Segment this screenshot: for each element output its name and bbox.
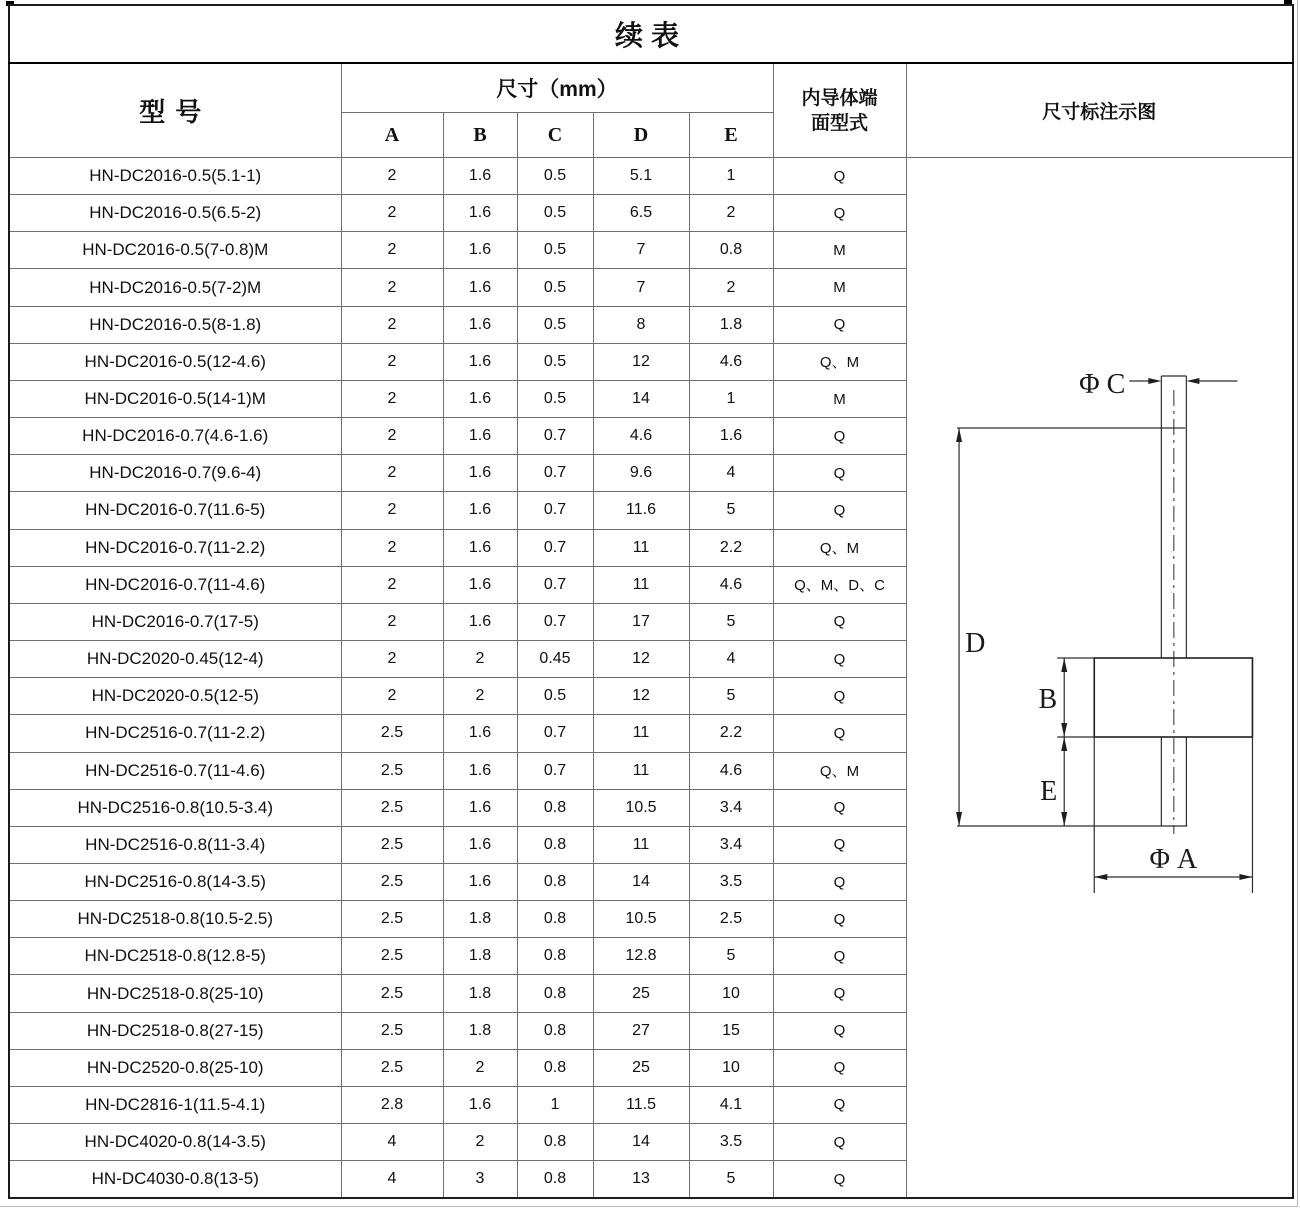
cell-a: 2 xyxy=(341,269,443,306)
cell-b: 1.8 xyxy=(443,938,517,975)
cell-e: 0.8 xyxy=(689,232,773,269)
cell-d: 11.5 xyxy=(593,1086,689,1123)
cell-e: 15 xyxy=(689,1012,773,1049)
cell-a: 2 xyxy=(341,232,443,269)
e-label: E xyxy=(1039,776,1057,807)
cell-model: HN-DC2020-0.45(12-4) xyxy=(9,641,341,678)
cell-model: HN-DC2520-0.8(25-10) xyxy=(9,1049,341,1086)
cell-face: Q xyxy=(773,1161,906,1198)
cell-d: 13 xyxy=(593,1161,689,1198)
cell-model: HN-DC2016-0.5(6.5-2) xyxy=(9,195,341,232)
cell-e: 3.5 xyxy=(689,1124,773,1161)
cell-a: 2 xyxy=(341,529,443,566)
b-arrow-top xyxy=(1061,658,1067,672)
cell-a: 2 xyxy=(341,343,443,380)
col-header-model: 型号 xyxy=(9,63,341,158)
cell-face: Q xyxy=(773,789,906,826)
body-rectangle xyxy=(1094,658,1252,737)
cell-b: 1.6 xyxy=(443,752,517,789)
cell-e: 2.2 xyxy=(689,715,773,752)
cell-a: 2 xyxy=(341,603,443,640)
b-label: B xyxy=(1038,684,1057,715)
cell-b: 1.6 xyxy=(443,269,517,306)
cell-e: 1.8 xyxy=(689,306,773,343)
cell-model: HN-DC2016-0.7(9.6-4) xyxy=(9,455,341,492)
cell-c: 0.5 xyxy=(517,306,593,343)
phi-a-label: Φ A xyxy=(1148,844,1197,875)
cell-c: 0.8 xyxy=(517,826,593,863)
cell-face: Q xyxy=(773,158,906,195)
cell-face: Q xyxy=(773,306,906,343)
cell-d: 14 xyxy=(593,863,689,900)
cell-model: HN-DC2516-0.7(11-2.2) xyxy=(9,715,341,752)
cell-d: 14 xyxy=(593,1124,689,1161)
cell-model: HN-DC2016-0.7(11.6-5) xyxy=(9,492,341,529)
cell-face: Q xyxy=(773,1086,906,1123)
cell-d: 17 xyxy=(593,603,689,640)
cell-d: 5.1 xyxy=(593,158,689,195)
cell-a: 2.5 xyxy=(341,789,443,826)
cell-model: HN-DC2016-0.5(7-0.8)M xyxy=(9,232,341,269)
cell-face: Q xyxy=(773,678,906,715)
cell-model: HN-DC2518-0.8(27-15) xyxy=(9,1012,341,1049)
cell-e: 5 xyxy=(689,603,773,640)
cell-model: HN-DC2816-1(11.5-4.1) xyxy=(9,1086,341,1123)
d-arrow-top xyxy=(956,428,962,442)
cell-model: HN-DC2016-0.5(12-4.6) xyxy=(9,343,341,380)
cell-model: HN-DC2518-0.8(12.8-5) xyxy=(9,938,341,975)
cell-b: 1.8 xyxy=(443,975,517,1012)
col-header-conductor-line1: 内导体端 xyxy=(801,87,878,109)
cell-model: HN-DC2016-0.7(17-5) xyxy=(9,603,341,640)
cell-e: 3.5 xyxy=(689,863,773,900)
cell-face: M xyxy=(773,232,906,269)
cell-b: 1.6 xyxy=(443,380,517,417)
cell-face: Q、M xyxy=(773,752,906,789)
cell-a: 2 xyxy=(341,195,443,232)
cell-c: 0.5 xyxy=(517,678,593,715)
cell-b: 2 xyxy=(443,1124,517,1161)
cell-d: 4.6 xyxy=(593,418,689,455)
cell-c: 0.5 xyxy=(517,158,593,195)
cell-e: 1 xyxy=(689,380,773,417)
cell-b: 1.6 xyxy=(443,566,517,603)
cell-c: 0.7 xyxy=(517,529,593,566)
cell-model: HN-DC2016-0.5(7-2)M xyxy=(9,269,341,306)
cell-d: 27 xyxy=(593,1012,689,1049)
cell-c: 0.7 xyxy=(517,455,593,492)
cell-c: 0.8 xyxy=(517,1049,593,1086)
cell-e: 4.6 xyxy=(689,566,773,603)
cell-e: 3.4 xyxy=(689,826,773,863)
col-header-c: C xyxy=(517,113,593,158)
cell-model: HN-DC2516-0.8(10.5-3.4) xyxy=(9,789,341,826)
cell-b: 1.6 xyxy=(443,232,517,269)
e-arrow-bottom xyxy=(1061,812,1067,826)
cell-c: 0.7 xyxy=(517,566,593,603)
cell-b: 1.6 xyxy=(443,158,517,195)
cell-c: 0.45 xyxy=(517,641,593,678)
cell-face: Q xyxy=(773,641,906,678)
cell-a: 2 xyxy=(341,380,443,417)
cell-face: Q xyxy=(773,195,906,232)
e-arrow-top xyxy=(1061,737,1067,751)
cell-e: 4.6 xyxy=(689,343,773,380)
cell-b: 1.6 xyxy=(443,306,517,343)
cell-e: 2.5 xyxy=(689,901,773,938)
cell-e: 4 xyxy=(689,641,773,678)
cell-a: 2.5 xyxy=(341,938,443,975)
cell-d: 12 xyxy=(593,678,689,715)
cell-face: M xyxy=(773,380,906,417)
cell-b: 1.6 xyxy=(443,343,517,380)
cell-b: 1.6 xyxy=(443,863,517,900)
cell-e: 2 xyxy=(689,269,773,306)
cell-d: 8 xyxy=(593,306,689,343)
cell-face: Q、M xyxy=(773,343,906,380)
phi-c-arrow-left xyxy=(1148,378,1161,384)
cell-a: 4 xyxy=(341,1161,443,1198)
cell-b: 3 xyxy=(443,1161,517,1198)
cell-b: 2 xyxy=(443,678,517,715)
cell-d: 11 xyxy=(593,752,689,789)
d-arrow-bottom xyxy=(956,812,962,826)
cell-d: 14 xyxy=(593,380,689,417)
cell-face: Q xyxy=(773,1049,906,1086)
cell-model: HN-DC2016-0.7(11-4.6) xyxy=(9,566,341,603)
header-row-1 xyxy=(9,63,1293,113)
cell-c: 0.7 xyxy=(517,603,593,640)
cell-c: 0.8 xyxy=(517,863,593,900)
cell-d: 10.5 xyxy=(593,901,689,938)
cell-face: M xyxy=(773,269,906,306)
cell-c: 0.8 xyxy=(517,938,593,975)
cell-c: 0.5 xyxy=(517,343,593,380)
dimension-diagram xyxy=(907,158,1293,1197)
cell-b: 2 xyxy=(443,1049,517,1086)
cell-c: 0.8 xyxy=(517,975,593,1012)
d-label: D xyxy=(964,628,985,659)
cell-c: 0.8 xyxy=(517,901,593,938)
cell-a: 2 xyxy=(341,306,443,343)
cell-e: 5 xyxy=(689,492,773,529)
cell-d: 25 xyxy=(593,1049,689,1086)
cell-face: Q xyxy=(773,938,906,975)
cell-d: 12 xyxy=(593,343,689,380)
cell-c: 0.5 xyxy=(517,232,593,269)
col-header-conductor-line2: 面型式 xyxy=(810,112,868,134)
cell-e: 1.6 xyxy=(689,418,773,455)
cell-d: 25 xyxy=(593,975,689,1012)
cell-e: 2.2 xyxy=(689,529,773,566)
cell-d: 6.5 xyxy=(593,195,689,232)
cell-d: 11 xyxy=(593,826,689,863)
cell-a: 2.5 xyxy=(341,752,443,789)
cell-e: 3.4 xyxy=(689,789,773,826)
cell-a: 2 xyxy=(341,455,443,492)
cell-d: 11.6 xyxy=(593,492,689,529)
col-header-e: E xyxy=(689,113,773,158)
cell-b: 1.6 xyxy=(443,455,517,492)
cell-model: HN-DC2516-0.8(11-3.4) xyxy=(9,826,341,863)
b-arrow-bottom xyxy=(1061,723,1067,737)
phi-a-arrow-left xyxy=(1094,874,1107,880)
cell-c: 0.8 xyxy=(517,789,593,826)
cell-model: HN-DC4030-0.8(13-5) xyxy=(9,1161,341,1198)
cell-d: 12.8 xyxy=(593,938,689,975)
phi-a-arrow-right xyxy=(1239,874,1252,880)
cell-b: 1.6 xyxy=(443,418,517,455)
cell-a: 2.5 xyxy=(341,826,443,863)
cell-a: 2 xyxy=(341,641,443,678)
cell-model: HN-DC2518-0.8(10.5-2.5) xyxy=(9,901,341,938)
cell-a: 2.5 xyxy=(341,863,443,900)
cell-d: 11 xyxy=(593,529,689,566)
cell-b: 2 xyxy=(443,641,517,678)
cell-a: 2.5 xyxy=(341,901,443,938)
cell-a: 4 xyxy=(341,1124,443,1161)
cell-face: Q xyxy=(773,1124,906,1161)
cell-d: 7 xyxy=(593,232,689,269)
cell-model: HN-DC2016-0.5(8-1.8) xyxy=(9,306,341,343)
cell-c: 0.5 xyxy=(517,195,593,232)
cell-b: 1.6 xyxy=(443,715,517,752)
phi-c-label: Φ C xyxy=(1078,369,1125,400)
table-title: 续表 xyxy=(9,5,1293,63)
cell-d: 12 xyxy=(593,641,689,678)
cell-e: 4 xyxy=(689,455,773,492)
cell-face: Q xyxy=(773,863,906,900)
cell-c: 0.7 xyxy=(517,752,593,789)
cell-face: Q xyxy=(773,492,906,529)
cell-d: 7 xyxy=(593,269,689,306)
cell-b: 1.6 xyxy=(443,529,517,566)
col-header-conductor-face xyxy=(773,63,906,158)
cell-c: 0.5 xyxy=(517,269,593,306)
cell-b: 1.6 xyxy=(443,1086,517,1123)
cell-face: Q xyxy=(773,901,906,938)
cell-model: HN-DC2516-0.7(11-4.6) xyxy=(9,752,341,789)
cell-a: 2.5 xyxy=(341,975,443,1012)
cell-face: Q xyxy=(773,826,906,863)
cell-e: 5 xyxy=(689,938,773,975)
diagram-cell xyxy=(906,158,1293,1199)
cell-face: Q xyxy=(773,1012,906,1049)
cell-b: 1.8 xyxy=(443,1012,517,1049)
cell-model: HN-DC2020-0.5(12-5) xyxy=(9,678,341,715)
title-row xyxy=(9,5,1293,63)
cell-a: 2.5 xyxy=(341,1012,443,1049)
cell-b: 1.6 xyxy=(443,789,517,826)
cell-e: 10 xyxy=(689,1049,773,1086)
cell-b: 1.6 xyxy=(443,492,517,529)
cell-c: 0.7 xyxy=(517,492,593,529)
cell-model: HN-DC2016-0.7(11-2.2) xyxy=(9,529,341,566)
cell-c: 0.7 xyxy=(517,715,593,752)
table-row xyxy=(9,158,1293,195)
cell-face: Q xyxy=(773,455,906,492)
cell-a: 2 xyxy=(341,566,443,603)
cell-model: HN-DC2518-0.8(25-10) xyxy=(9,975,341,1012)
col-header-d: D xyxy=(593,113,689,158)
cell-b: 1.6 xyxy=(443,826,517,863)
cell-c: 1 xyxy=(517,1086,593,1123)
cell-face: Q xyxy=(773,715,906,752)
cell-face: Q、M、D、C xyxy=(773,566,906,603)
cell-face: Q xyxy=(773,603,906,640)
cell-e: 4.1 xyxy=(689,1086,773,1123)
cell-e: 5 xyxy=(689,678,773,715)
cell-c: 0.5 xyxy=(517,380,593,417)
cell-face: Q xyxy=(773,975,906,1012)
phi-c-arrow-right xyxy=(1186,378,1199,384)
spec-table xyxy=(8,4,1294,1199)
cell-a: 2 xyxy=(341,492,443,529)
cell-e: 2 xyxy=(689,195,773,232)
col-header-diagram: 尺寸标注示图 xyxy=(906,63,1293,158)
col-header-a: A xyxy=(341,113,443,158)
cell-b: 1.6 xyxy=(443,195,517,232)
cell-c: 0.8 xyxy=(517,1124,593,1161)
cell-e: 10 xyxy=(689,975,773,1012)
cell-model: HN-DC2516-0.8(14-3.5) xyxy=(9,863,341,900)
cell-d: 11 xyxy=(593,715,689,752)
cell-model: HN-DC2016-0.5(5.1-1) xyxy=(9,158,341,195)
cell-model: HN-DC2016-0.5(14-1)M xyxy=(9,380,341,417)
cell-model: HN-DC2016-0.7(4.6-1.6) xyxy=(9,418,341,455)
dimension-diagram-drawing xyxy=(907,158,1293,1197)
cell-b: 1.8 xyxy=(443,901,517,938)
cell-c: 0.8 xyxy=(517,1161,593,1198)
cell-e: 1 xyxy=(689,158,773,195)
cell-d: 10.5 xyxy=(593,789,689,826)
cell-d: 9.6 xyxy=(593,455,689,492)
cell-a: 2.5 xyxy=(341,715,443,752)
col-header-b: B xyxy=(443,113,517,158)
cell-a: 2 xyxy=(341,158,443,195)
col-header-dims-group: 尺寸（mm） xyxy=(341,63,773,113)
cell-e: 5 xyxy=(689,1161,773,1198)
cell-face: Q xyxy=(773,418,906,455)
cell-c: 0.7 xyxy=(517,418,593,455)
cell-e: 4.6 xyxy=(689,752,773,789)
cell-c: 0.8 xyxy=(517,1012,593,1049)
cell-a: 2 xyxy=(341,678,443,715)
cell-b: 1.6 xyxy=(443,603,517,640)
cell-model: HN-DC4020-0.8(14-3.5) xyxy=(9,1124,341,1161)
cell-a: 2 xyxy=(341,418,443,455)
cell-a: 2.5 xyxy=(341,1049,443,1086)
cell-a: 2.8 xyxy=(341,1086,443,1123)
cell-face: Q、M xyxy=(773,529,906,566)
cell-d: 11 xyxy=(593,566,689,603)
